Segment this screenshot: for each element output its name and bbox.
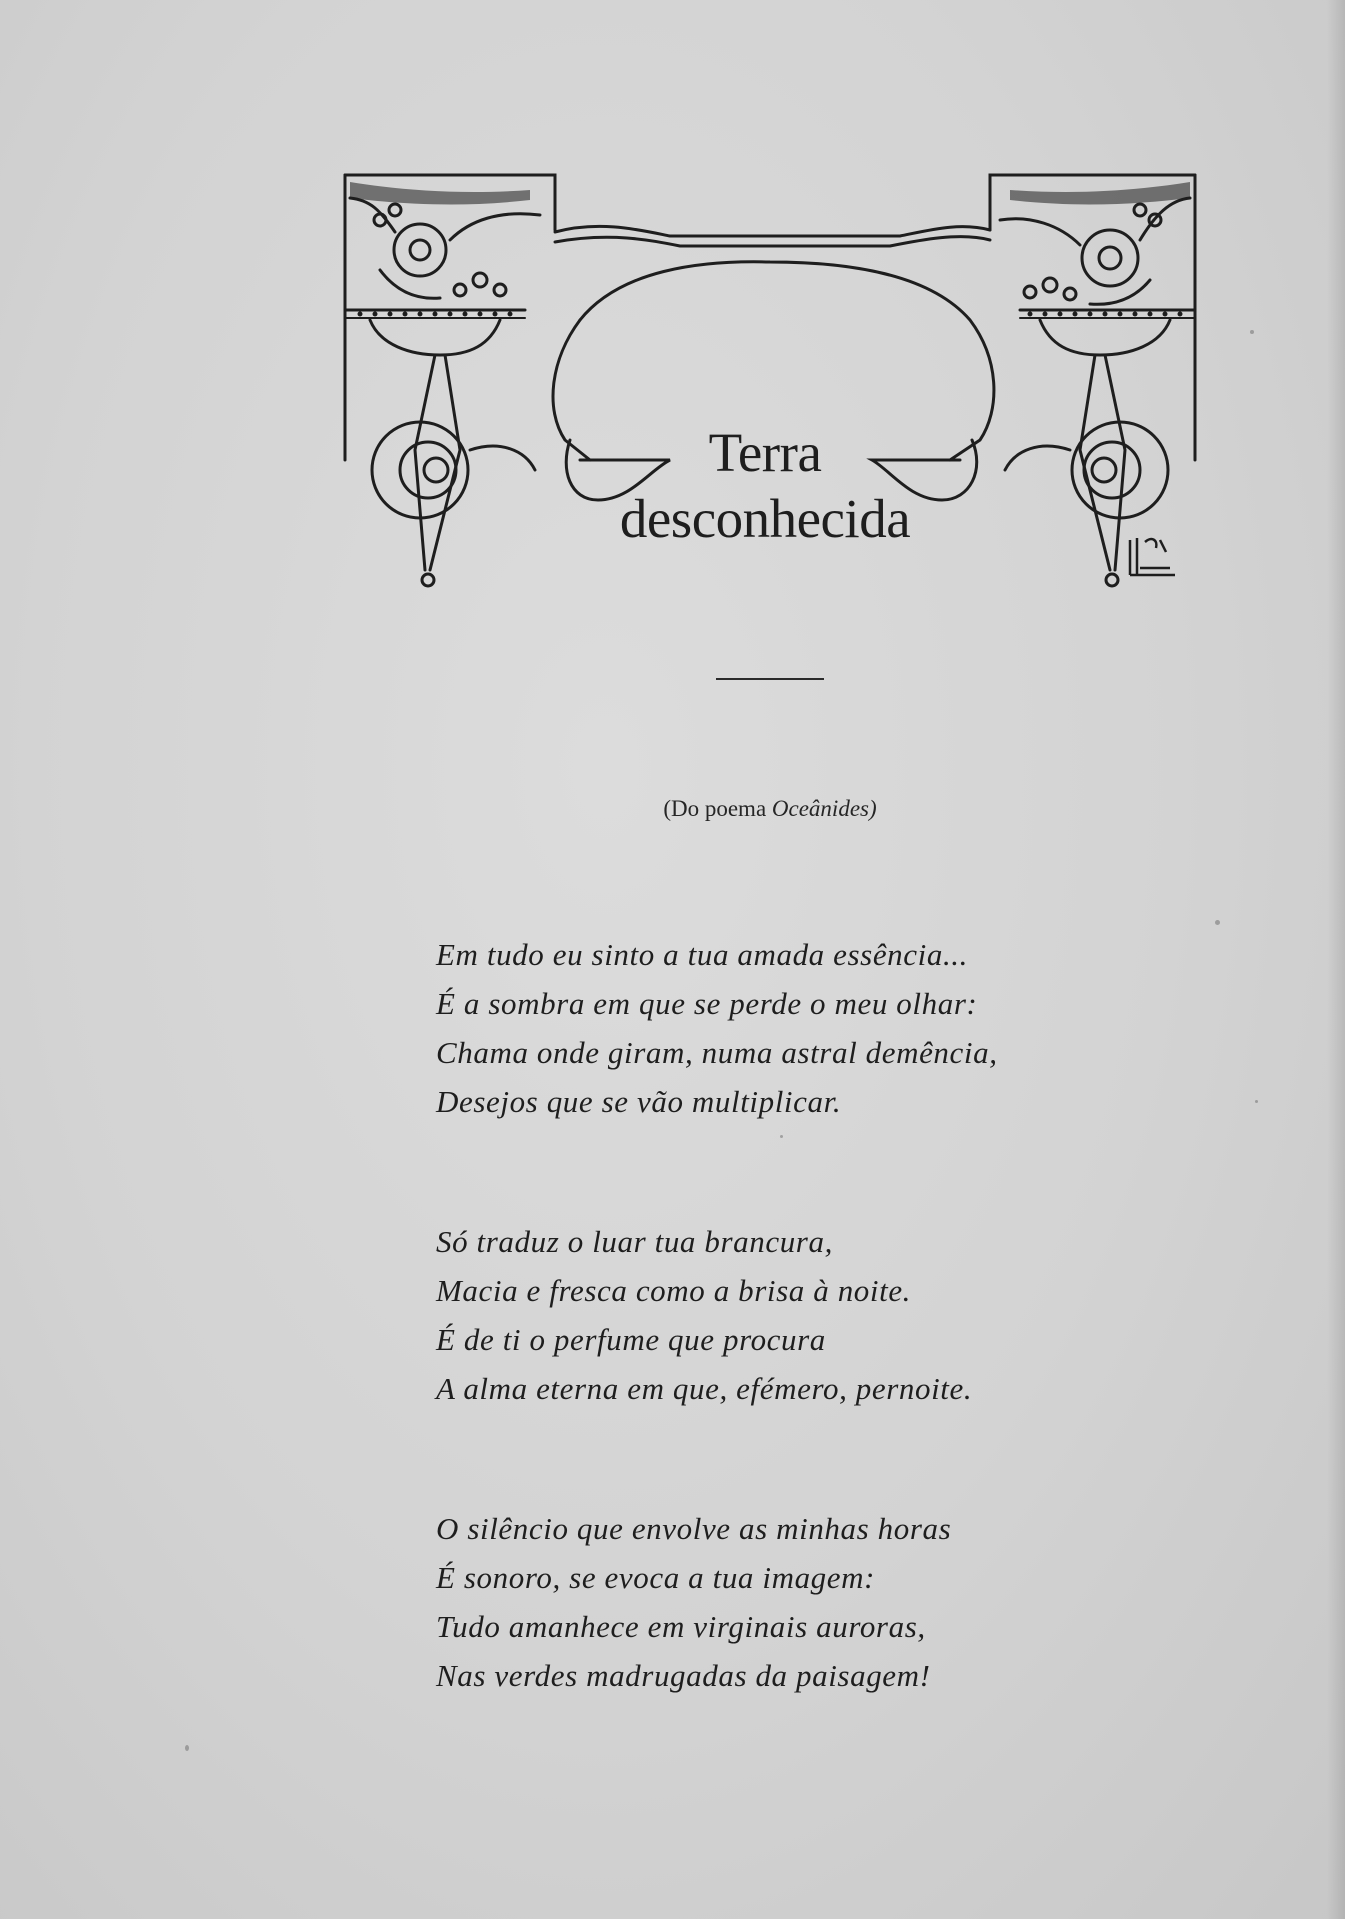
source-work-title: Oceânides <box>771 796 869 821</box>
paper-speck <box>780 1135 783 1138</box>
verse-line: É de ti o perfume que procura <box>436 1322 826 1357</box>
verse-line: Tudo amanhece em virginais auroras, <box>436 1609 926 1644</box>
stanza <box>436 1504 1076 1700</box>
verse-line: Em tudo eu sinto a tua amada essência... <box>436 937 969 972</box>
paper-speck <box>1255 1100 1258 1103</box>
verse-line: Desejos que se vão multiplicar. <box>436 1084 842 1119</box>
title-line-1: Terra <box>708 422 822 483</box>
title-line-2: desconhecida <box>619 488 911 549</box>
poem-source-note <box>540 796 1000 822</box>
verse-line: Só traduz o luar tua brancura, <box>436 1224 833 1259</box>
verse-line: A alma eterna em que, efémero, pernoite. <box>436 1371 973 1406</box>
paper-speck <box>185 1745 189 1751</box>
source-prefix: (Do poema <box>663 796 772 821</box>
verse-line: Chama onde giram, numa astral demência, <box>436 1035 998 1070</box>
title-divider <box>716 678 824 680</box>
page-title <box>560 420 970 552</box>
stanza <box>436 930 1076 1126</box>
verse-line: Nas verdes madrugadas da paisagem! <box>436 1658 931 1693</box>
verse-line: Macia e fresca como a brisa à noite. <box>436 1273 912 1308</box>
paper-speck <box>1250 330 1254 334</box>
verse-line: É sonoro, se evoca a tua imagem: <box>436 1560 876 1595</box>
paper-speck <box>1215 920 1220 925</box>
verse-line: O silêncio que envolve as minhas horas <box>436 1511 952 1546</box>
artist-monogram-icon <box>1130 538 1175 575</box>
source-suffix: ) <box>868 796 877 821</box>
page-edge-shadow <box>1327 0 1345 1919</box>
poem-body <box>436 930 1076 1700</box>
stanza <box>436 1217 1076 1413</box>
verse-line: É a sombra em que se perde o meu olhar: <box>436 986 978 1021</box>
